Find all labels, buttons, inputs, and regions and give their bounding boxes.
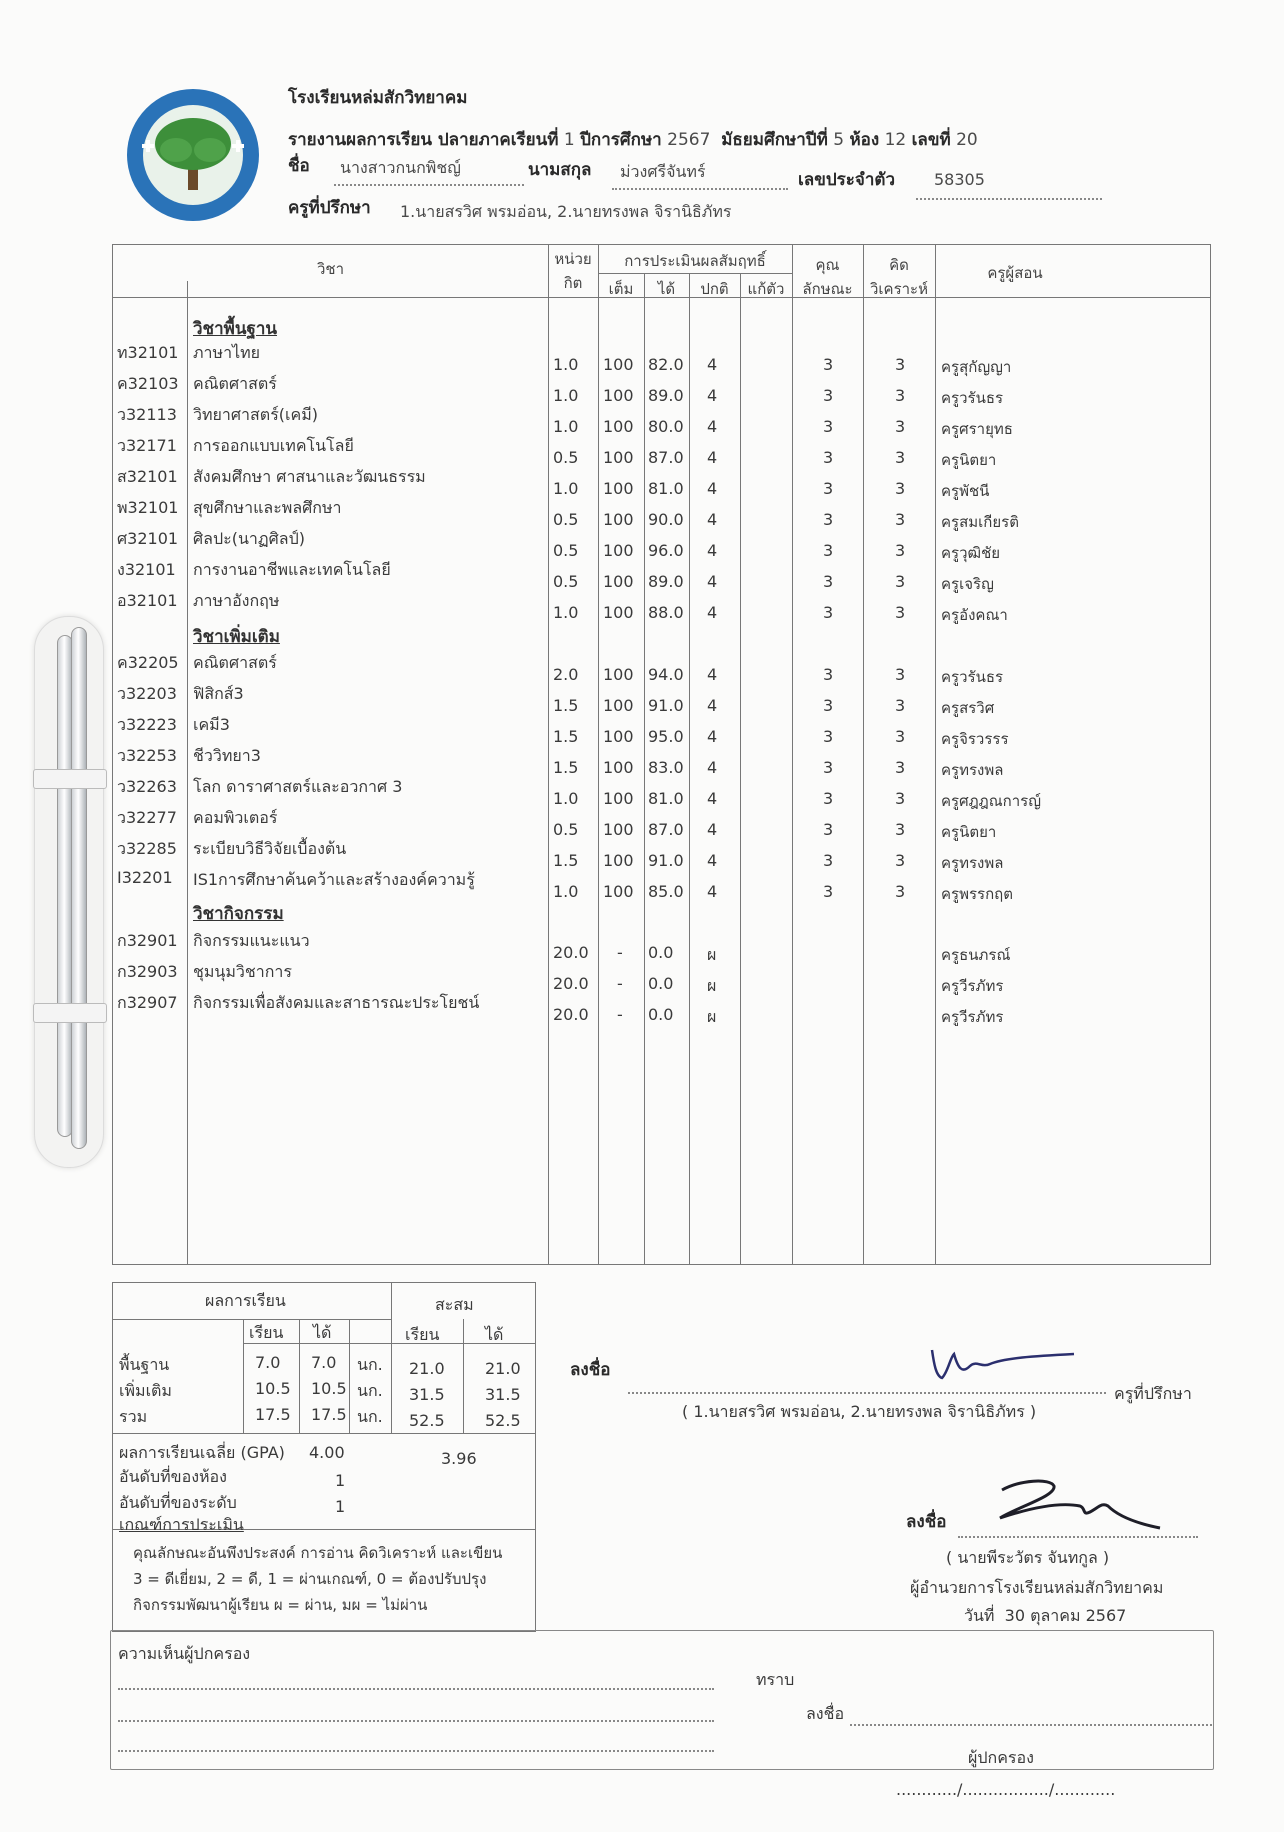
- credit-value: 0.5: [553, 541, 579, 560]
- full-score: -: [617, 974, 623, 993]
- advisor-sign-names: ( 1.นายสรวิศ พรมอ่อน, 2.นายทรงพล จิรานิธิภัทร ): [682, 1402, 1037, 1421]
- sign-date: วันที่ 30 ตุลาคม 2567: [964, 1606, 1127, 1625]
- teacher-name: ครูทรงพล: [941, 761, 1004, 779]
- binder-clip: [34, 616, 104, 1168]
- character-score: 3: [823, 355, 834, 374]
- subject-code: ก32901: [117, 931, 178, 950]
- character-score: 3: [823, 541, 834, 560]
- thinking-score: 3: [895, 727, 906, 746]
- section-heading: วิชาเพิ่มเติม: [193, 627, 280, 647]
- subject-name: IS1การศึกษาค้นคว้าและสร้างองค์ความรู้: [193, 870, 475, 889]
- subject-name: สังคมศึกษา ศาสนาและวัฒนธรรม: [193, 467, 426, 486]
- header-got: ได้: [657, 280, 676, 298]
- teacher-name: ครูวีรภัทร: [941, 1008, 1004, 1026]
- credit-value: 1.0: [553, 603, 579, 622]
- credit-value: 2.0: [553, 665, 579, 684]
- summary-got: 17.5: [311, 1405, 347, 1424]
- subject-name: การออกแบบเทคโนโลยี: [193, 436, 354, 455]
- full-score: 100: [603, 851, 634, 870]
- subject-name: กิจกรรมเพื่อสังคมและสาธารณะประโยชน์: [193, 993, 480, 1012]
- header-subject: วิชา: [316, 260, 345, 278]
- teacher-name: ครูจิรวรรร: [941, 730, 1009, 748]
- teacher-name: ครูพรรกฤต: [941, 885, 1013, 903]
- subject-code: ท32101: [117, 343, 179, 362]
- rank-class-value: 1: [335, 1471, 346, 1490]
- summary-study: 7.0: [255, 1353, 281, 1372]
- subject-name: ฟิสิกส์3: [193, 684, 244, 703]
- thinking-score: 3: [895, 448, 906, 467]
- credit-value: 1.0: [553, 355, 579, 374]
- character-score: 3: [823, 386, 834, 405]
- grade-value: ผ: [707, 1007, 717, 1026]
- teacher-name: ครูสมเกียรติ: [941, 513, 1019, 531]
- criteria-line-2: 3 = ดีเยี่ยม, 2 = ดี, 1 = ผ่านเกณฑ์, 0 = ต้องปรับปรุง: [133, 1570, 487, 1588]
- director-name: ( นายพีระวัตร จันทกูล ): [946, 1548, 1110, 1567]
- teacher-name: ครูศรายุทธ: [941, 420, 1013, 438]
- score-got: 87.0: [648, 448, 684, 467]
- full-score: 100: [603, 758, 634, 777]
- credit-value: 1.0: [553, 417, 579, 436]
- score-got: 0.0: [648, 943, 674, 962]
- teacher-name: ครูนิตยา: [941, 451, 997, 469]
- full-score: 100: [603, 386, 634, 405]
- full-score: 100: [603, 603, 634, 622]
- thinking-score: 3: [895, 386, 906, 405]
- full-score: 100: [603, 572, 634, 591]
- summary-acc-study: 52.5: [409, 1411, 445, 1430]
- credit-value: 20.0: [553, 1005, 589, 1024]
- grade-value: 4: [707, 448, 718, 467]
- report-title: รายงานผลการเรียน ปลายภาคเรียนที่ 1 ปีการศึกษา 2567 มัธยมศึกษาปีที่ 5 ห้อง 12 เลขที่ 20: [288, 130, 978, 150]
- grade-value: 4: [707, 789, 718, 808]
- full-score: -: [617, 1005, 623, 1024]
- grade-value: 4: [707, 386, 718, 405]
- results-label: ผลการเรียน: [205, 1291, 286, 1310]
- header-thinking: คิด: [889, 256, 909, 274]
- full-score: 100: [603, 789, 634, 808]
- subject-code: ว32223: [117, 715, 177, 734]
- rank-level-label: อันดับที่ของระดับ: [119, 1493, 237, 1512]
- summary-acc-got: 52.5: [485, 1411, 521, 1430]
- parent-date-blank: ............/................./............: [896, 1780, 1116, 1799]
- subject-code: ค32205: [117, 653, 179, 672]
- grade-value: 4: [707, 665, 718, 684]
- character-score: 3: [823, 820, 834, 839]
- thinking-score: 3: [895, 417, 906, 436]
- section-heading: วิชาพื้นฐาน: [193, 319, 278, 339]
- score-got: 94.0: [648, 665, 684, 684]
- full-score: 100: [603, 417, 634, 436]
- subject-code: ว32277: [117, 808, 177, 827]
- subject-name: ชุมนุมวิชาการ: [193, 962, 292, 981]
- grades-table: [112, 244, 1211, 1265]
- summary-acc-study: 21.0: [409, 1359, 445, 1378]
- thinking-score: 3: [895, 510, 906, 529]
- subject-code: ส32101: [117, 467, 178, 486]
- acknowledge-label: ทราบ: [756, 1670, 795, 1689]
- subject-code: ว32113: [117, 405, 177, 424]
- subject-name: การงานอาชีพและเทคโนโลยี: [193, 560, 391, 579]
- subject-code: ว32263: [117, 777, 177, 796]
- character-score: 3: [823, 479, 834, 498]
- summary-study: 17.5: [255, 1405, 291, 1424]
- credit-value: 0.5: [553, 572, 579, 591]
- summary-unit: นก.: [357, 1407, 383, 1426]
- header-character-2: ลักษณะ: [802, 280, 853, 298]
- advisor-sign-label: ลงชื่อ: [570, 1360, 611, 1380]
- section-heading: วิชากิจกรรม: [193, 904, 284, 924]
- teacher-name: ครูวีรภัทร: [941, 977, 1004, 995]
- credit-value: 1.0: [553, 386, 579, 405]
- header-full: เต็ม: [608, 280, 634, 298]
- subject-name: กิจกรรมแนะแนว: [193, 931, 310, 950]
- thinking-score: 3: [895, 665, 906, 684]
- score-got: 95.0: [648, 727, 684, 746]
- advisor-role: ครูที่ปรึกษา: [1114, 1384, 1192, 1403]
- parent-opinion-label: ความเห็นผู้ปกครอง: [118, 1644, 251, 1663]
- character-score: 3: [823, 727, 834, 746]
- parent-box: [110, 1630, 1214, 1770]
- teacher-name: ครูทรงพล: [941, 854, 1004, 872]
- teacher-name: ครูพัชนี: [941, 482, 990, 500]
- thinking-score: 3: [895, 820, 906, 839]
- gpa-accum-value: 3.96: [441, 1449, 477, 1468]
- grade-value: 4: [707, 882, 718, 901]
- score-got: 82.0: [648, 355, 684, 374]
- character-score: 3: [823, 572, 834, 591]
- subject-name: คณิตศาสตร์: [193, 374, 277, 393]
- thinking-score: 3: [895, 789, 906, 808]
- subject-code: ว32285: [117, 839, 177, 858]
- score-got: 83.0: [648, 758, 684, 777]
- rank-class-label: อันดับที่ของห้อง: [119, 1467, 227, 1486]
- score-got: 89.0: [648, 386, 684, 405]
- header-thinking-2: วิเคราะห์: [869, 280, 928, 298]
- student-surname: ม่วงศรีจันทร์: [620, 162, 706, 181]
- summary-row-label: พื้นฐาน: [119, 1355, 170, 1374]
- credit-value: 1.0: [553, 789, 579, 808]
- score-got: 96.0: [648, 541, 684, 560]
- grade-value: 4: [707, 603, 718, 622]
- full-score: 100: [603, 665, 634, 684]
- subject-code: ว32171: [117, 436, 177, 455]
- grade-value: 4: [707, 541, 718, 560]
- subject-name: ศิลปะ(นาฏศิลป์): [193, 529, 305, 548]
- subject-name: ภาษาอังกฤษ: [193, 591, 280, 610]
- credit-value: 20.0: [553, 974, 589, 993]
- teacher-name: ครูธนภรณ์: [941, 946, 1011, 964]
- subject-name: สุขศึกษาและพลศึกษา: [193, 498, 342, 517]
- grade-value: 4: [707, 727, 718, 746]
- thinking-score: 3: [895, 696, 906, 715]
- header-remedial: แก้ตัว: [747, 280, 785, 298]
- school-logo: [124, 86, 262, 224]
- score-got: 89.0: [648, 572, 684, 591]
- header-assessment: การประเมินผลสัมฤทธิ์: [624, 252, 766, 270]
- full-score: 100: [603, 696, 634, 715]
- full-score: 100: [603, 510, 634, 529]
- subject-code: ว32253: [117, 746, 177, 765]
- teacher-name: ครูวรันธร: [941, 668, 1004, 686]
- subject-code: ก32907: [117, 993, 178, 1012]
- subject-code: ว32203: [117, 684, 177, 703]
- full-score: 100: [603, 541, 634, 560]
- parent-sign-label: ลงชื่อ: [806, 1704, 845, 1723]
- criteria-line-3: กิจกรรมพัฒนาผู้เรียน ผ = ผ่าน, มผ = ไม่ผ่าน: [133, 1596, 428, 1614]
- name-label: ชื่อ: [288, 156, 310, 176]
- character-score: 3: [823, 665, 834, 684]
- credit-value: 1.5: [553, 696, 579, 715]
- id-label: เลขประจำตัว: [798, 170, 895, 190]
- character-score: 3: [823, 851, 834, 870]
- thinking-score: 3: [895, 541, 906, 560]
- thinking-score: 3: [895, 355, 906, 374]
- score-got: 81.0: [648, 789, 684, 808]
- acc-study-header: เรียน: [405, 1325, 440, 1344]
- subject-code: ก32903: [117, 962, 178, 981]
- advisor-signature: [924, 1342, 1084, 1390]
- score-got: 90.0: [648, 510, 684, 529]
- credit-value: 1.5: [553, 727, 579, 746]
- surname-label: นามสกุล: [528, 160, 592, 180]
- credit-value: 1.5: [553, 758, 579, 777]
- full-score: -: [617, 943, 623, 962]
- accum-label: สะสม: [435, 1295, 474, 1314]
- subject-name: โลก ดาราศาสตร์และอวกาศ 3: [193, 777, 403, 796]
- credit-value: 1.0: [553, 479, 579, 498]
- summary-acc-study: 31.5: [409, 1385, 445, 1404]
- full-score: 100: [603, 727, 634, 746]
- character-score: 3: [823, 882, 834, 901]
- gpa-value: 4.00: [309, 1443, 345, 1462]
- summary-unit: นก.: [357, 1381, 383, 1400]
- subject-name: คอมพิวเตอร์: [193, 808, 278, 827]
- director-signature: [990, 1472, 1170, 1542]
- parent-role: ผู้ปกครอง: [968, 1748, 1034, 1767]
- criteria-label: เกณฑ์การประเมิน: [119, 1515, 244, 1534]
- grade-value: 4: [707, 851, 718, 870]
- grade-value: ผ: [707, 945, 717, 964]
- character-score: 3: [823, 417, 834, 436]
- summary-row-label: เพิ่มเติม: [119, 1381, 172, 1400]
- full-score: 100: [603, 448, 634, 467]
- score-got: 80.0: [648, 417, 684, 436]
- school-name: โรงเรียนหล่มสักวิทยาคม: [288, 88, 468, 108]
- got-header: ได้: [313, 1323, 332, 1342]
- character-score: 3: [823, 510, 834, 529]
- character-score: 3: [823, 696, 834, 715]
- score-got: 91.0: [648, 851, 684, 870]
- subject-code: ศ32101: [117, 529, 179, 548]
- teacher-name: ครูสรวิศ: [941, 699, 995, 717]
- acc-got-header: ได้: [485, 1325, 504, 1344]
- student-id: 58305: [934, 170, 985, 189]
- summary-study: 10.5: [255, 1379, 291, 1398]
- summary-got: 10.5: [311, 1379, 347, 1398]
- character-score: 3: [823, 448, 834, 467]
- credit-value: 0.5: [553, 510, 579, 529]
- thinking-score: 3: [895, 758, 906, 777]
- character-score: 3: [823, 603, 834, 622]
- header-credit: หน่วย: [554, 250, 592, 268]
- header-teacher: ครูผู้สอน: [987, 264, 1043, 282]
- grade-value: 4: [707, 417, 718, 436]
- student-name: นางสาวกนกพิชญ์: [340, 158, 461, 177]
- summary-row-label: รวม: [119, 1407, 148, 1426]
- teacher-name: ครูวุฒิชัย: [941, 544, 1001, 562]
- header-credit-2: กิต: [563, 274, 583, 292]
- grade-value: 4: [707, 758, 718, 777]
- grade-value: 4: [707, 479, 718, 498]
- thinking-score: 3: [895, 603, 906, 622]
- teacher-name: ครูนิตยา: [941, 823, 997, 841]
- summary-acc-got: 21.0: [485, 1359, 521, 1378]
- subject-name: คณิตศาสตร์: [193, 653, 277, 672]
- subject-name: เคมี3: [193, 715, 230, 734]
- subject-code: พ32101: [117, 498, 179, 517]
- teacher-name: ครูสุกัญญา: [941, 358, 1012, 376]
- gpa-label: ผลการเรียนเฉลี่ย (GPA): [119, 1443, 285, 1462]
- credit-value: 20.0: [553, 943, 589, 962]
- subject-code: I32201: [117, 868, 173, 887]
- score-got: 85.0: [648, 882, 684, 901]
- full-score: 100: [603, 882, 634, 901]
- summary-acc-got: 31.5: [485, 1385, 521, 1404]
- score-got: 91.0: [648, 696, 684, 715]
- score-got: 0.0: [648, 1005, 674, 1024]
- credit-value: 0.5: [553, 820, 579, 839]
- rank-level-value: 1: [335, 1497, 346, 1516]
- teacher-name: ครูศฎฎณการญ์: [941, 792, 1042, 810]
- grade-value: 4: [707, 696, 718, 715]
- score-got: 87.0: [648, 820, 684, 839]
- full-score: 100: [603, 479, 634, 498]
- grade-value: ผ: [707, 976, 717, 995]
- grade-value: 4: [707, 572, 718, 591]
- advisor-names: 1.นายสรวิศ พรมอ่อน, 2.นายทรงพล จิรานิธิภัทร: [400, 202, 732, 221]
- subject-name: ชีววิทยา3: [193, 746, 261, 765]
- subject-name: ระเบียบวิธีวิจัยเบื้องต้น: [193, 839, 347, 858]
- summary-got: 7.0: [311, 1353, 337, 1372]
- criteria-line-1: คุณลักษณะอันพึงประสงค์ การอ่าน คิดวิเคราะห์ และเขียน: [133, 1544, 503, 1562]
- summary-box: [112, 1282, 536, 1632]
- director-sign-label: ลงชื่อ: [906, 1512, 947, 1532]
- grade-value: 4: [707, 510, 718, 529]
- thinking-score: 3: [895, 851, 906, 870]
- credit-value: 1.5: [553, 851, 579, 870]
- thinking-score: 3: [895, 882, 906, 901]
- subject-code: ค32103: [117, 374, 179, 393]
- thinking-score: 3: [895, 572, 906, 591]
- subject-code: อ32101: [117, 591, 178, 610]
- full-score: 100: [603, 820, 634, 839]
- header-normal: ปกติ: [700, 280, 729, 298]
- grade-value: 4: [707, 820, 718, 839]
- subject-name: ภาษาไทย: [193, 343, 261, 362]
- teacher-name: ครูอังคณา: [941, 606, 1008, 624]
- header-character: คุณ: [815, 256, 840, 274]
- credit-value: 0.5: [553, 448, 579, 467]
- subject-code: ง32101: [117, 560, 176, 579]
- summary-unit: นก.: [357, 1355, 383, 1374]
- subject-name: วิทยาศาสตร์(เคมี): [193, 405, 318, 424]
- score-got: 0.0: [648, 974, 674, 993]
- full-score: 100: [603, 355, 634, 374]
- study-header: เรียน: [249, 1323, 284, 1342]
- grade-value: 4: [707, 355, 718, 374]
- score-got: 81.0: [648, 479, 684, 498]
- teacher-name: ครูเจริญ: [941, 575, 994, 593]
- credit-value: 1.0: [553, 882, 579, 901]
- thinking-score: 3: [895, 479, 906, 498]
- advisor-label: ครูที่ปรึกษา: [288, 198, 371, 218]
- teacher-name: ครูวรันธร: [941, 389, 1004, 407]
- character-score: 3: [823, 758, 834, 777]
- character-score: 3: [823, 789, 834, 808]
- score-got: 88.0: [648, 603, 684, 622]
- director-role: ผู้อำนวยการโรงเรียนหล่มสักวิทยาคม: [910, 1578, 1164, 1597]
